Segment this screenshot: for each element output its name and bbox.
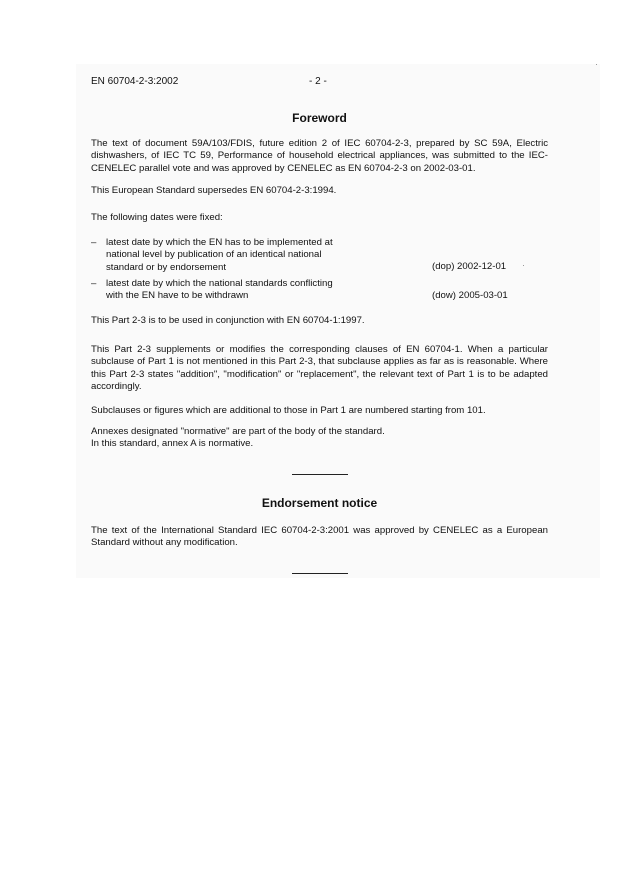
supersedes-paragraph: This European Standard supersedes EN 60704-2-3:1994.	[91, 185, 337, 196]
subclauses-paragraph: Subclauses or figures which are additional to those in Part 1 are numbered starting from 101.	[91, 405, 486, 416]
dop-description: latest date by which the EN has to be implemented at national level by publication of an identical national standard or by endorsement	[106, 237, 333, 273]
endorsement-title: Endorsement notice	[261, 496, 378, 510]
supplements-paragraph: This Part 2-3 supplements or modifies the corresponding clauses of EN 60704-1. When a particular subclause of Part 1 is not mentioned in this Part 2-3, that subclause applies as far as is reasonable. Where this Part 2-3 states "addition", "modification" or "replacement", the relevant text of Part 1 is to be adapted accordingly.	[91, 344, 548, 392]
section-divider-1	[292, 474, 348, 475]
conjunction-paragraph: This Part 2-3 is to be used in conjunction with EN 60704-1:1997.	[91, 315, 365, 326]
annexes-line-2: In this standard, annex A is normative.	[91, 438, 254, 449]
dow-date: (dow) 2005-03-01	[432, 290, 508, 301]
endorsement-text: The text of the International Standard IEC 60704-2-3:2001 was approved by CENELEC as a European Standard without any modification.	[91, 525, 548, 549]
foreword-intro: The text of document 59A/103/FDIS, future edition 2 of IEC 60704-2-3, prepared by SC 59A, Electric dishwashers, of IEC TC 59, Performance of household electrical appliances, was submitted to the IEC-CENELEC parallel vote and was approved by CENELEC as EN 60704-2-3 on 2002-03-01.	[91, 138, 548, 174]
dow-dash: –	[91, 278, 97, 289]
section-divider-2	[292, 573, 348, 574]
document-id: EN 60704-2-3:2002	[91, 76, 179, 87]
dop-date: (dop) 2002-12-01	[432, 261, 507, 272]
scan-speck	[596, 64, 597, 65]
foreword-title: Foreword	[292, 111, 347, 125]
annexes-line-1: Annexes designated "normative" are part of the body of the standard.	[91, 426, 385, 437]
dow-description: latest date by which the national standards conflicting with the EN have to be withdrawn	[106, 278, 333, 302]
dop-dash: –	[91, 237, 97, 248]
dates-intro: The following dates were fixed:	[91, 212, 223, 223]
scan-speck	[523, 265, 524, 266]
page-number: - 2 -	[309, 76, 327, 87]
